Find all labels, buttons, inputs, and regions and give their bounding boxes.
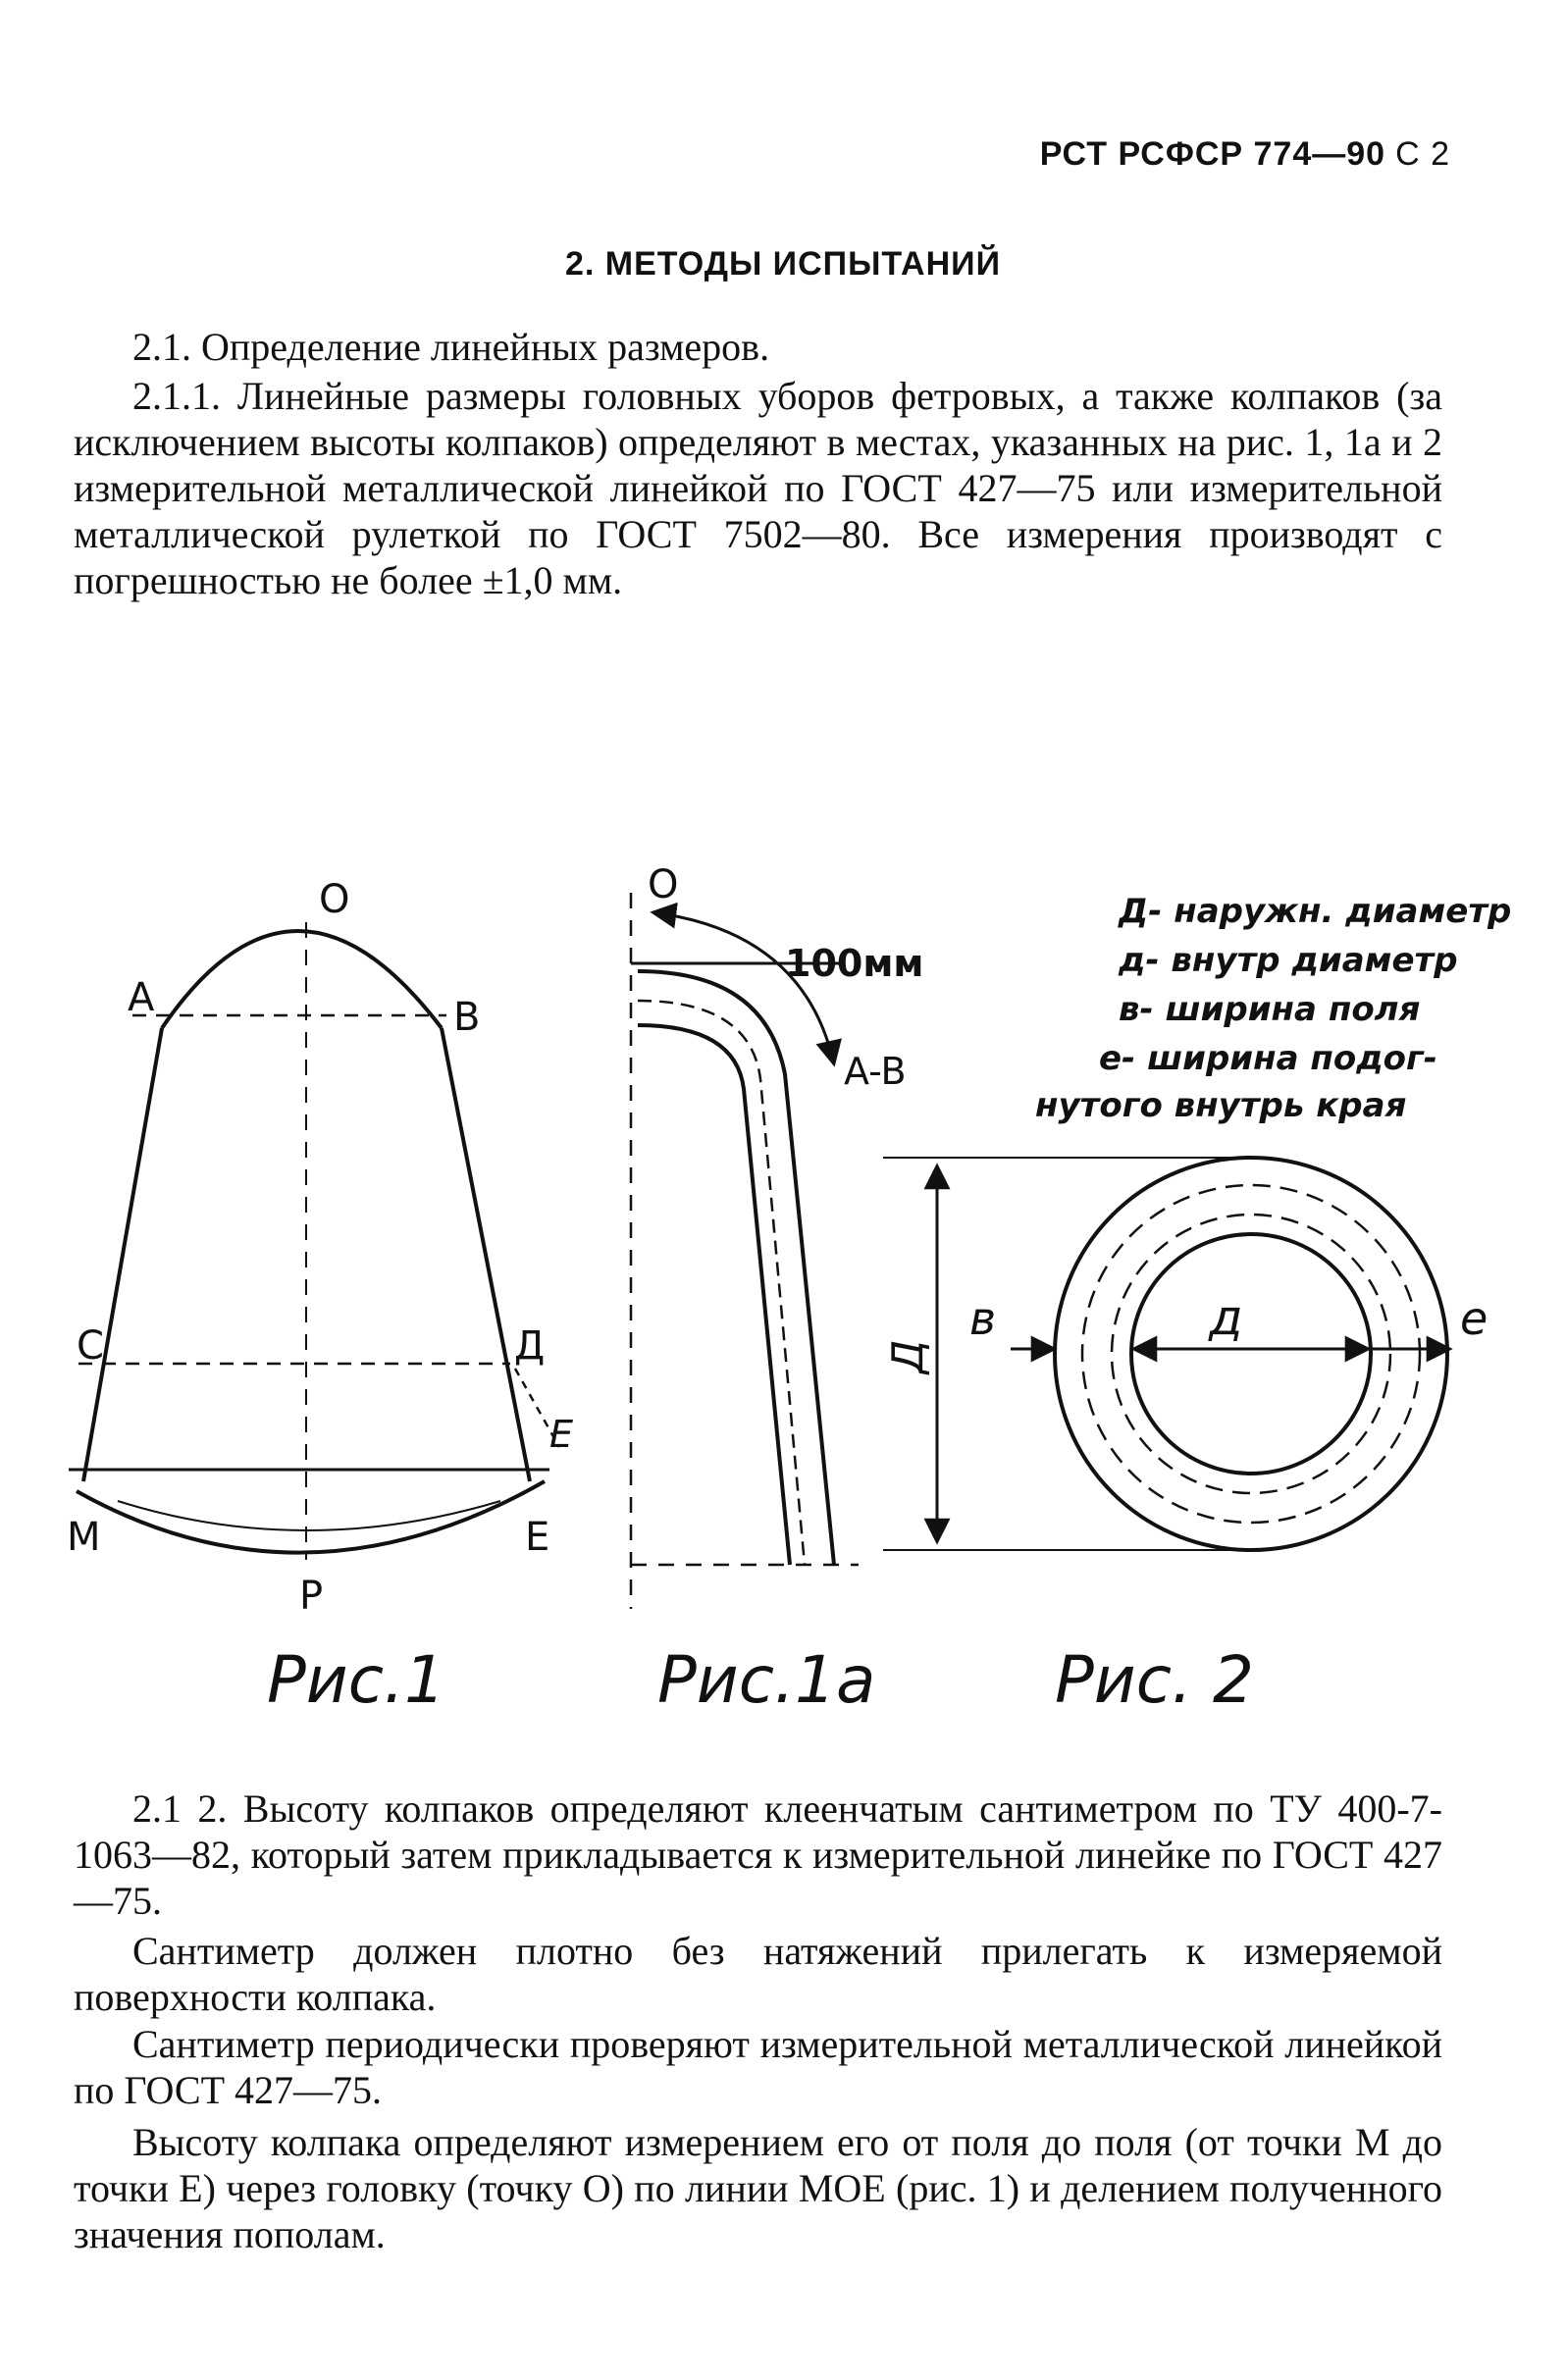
fig2-legend-line: Д- наружн. диаметр: [1119, 892, 1512, 931]
fig2-legend-line: д- внутр диаметр: [1119, 941, 1458, 980]
figures-area: [0, 854, 1566, 1736]
paragraph-2-1: 2.1. Определение линейных размеров.: [132, 325, 770, 369]
fig2-legend: [1035, 892, 1511, 1125]
fig2-caption: Рис. 2: [1055, 1642, 1254, 1718]
fig1a-caption: Рис.1а: [657, 1642, 876, 1718]
fig1-label-P: P: [299, 1574, 324, 1619]
fig2-inner-circle: [1131, 1234, 1371, 1474]
fig1-label-E: E: [525, 1515, 550, 1560]
fig2-legend-line: е- ширина подог-: [1099, 1039, 1437, 1078]
fig1a-inner-edge: [638, 1025, 790, 1565]
fig1a-measure-arc: [652, 912, 834, 1064]
fig2-label-d: д: [1209, 1289, 1243, 1346]
fig1-label-B: B: [453, 995, 481, 1040]
page-header: [1040, 135, 1450, 174]
fig1a-label-AB: A-B: [844, 1050, 907, 1093]
fig2-dash-inner: [1112, 1215, 1390, 1493]
figure-2-rings: [883, 1158, 1450, 1550]
fig1-right-side: [442, 1028, 530, 1481]
fig1-label-M: M: [67, 1515, 101, 1560]
fig1-crown-arc: [162, 931, 442, 1028]
fig1-label-O: O: [319, 877, 350, 922]
paragraph-2-1-1: 2.1.1. Линейные размеры головных уборов фетровых, а также колпаков (за исключением высоты колпаков) определяют в местах, указанных на рис. 1, 1а и 2 измерительной металлической линейкой по ГОСТ 427—75 или измерительной металлической рулеткой по ГОСТ 7502—80. Все измерения производят с погрешностью не более ±1,0 мм.: [74, 374, 1442, 602]
fig2-legend-line: нутого внутрь края: [1035, 1086, 1407, 1125]
figures-svg: [0, 854, 1566, 1736]
fig2-legend-line: в- ширина поля: [1119, 990, 1421, 1029]
paragraph-2-1-2-b: Сантиметр должен плотно без натяжений прилегать к измеряемой поверхности колпака.: [74, 1929, 1442, 2019]
fig2-label-D: Д: [883, 1339, 933, 1373]
fig1-label-A: A: [128, 975, 155, 1020]
fig1a-label-O: O: [648, 862, 679, 907]
document-code: РСТ РСФСР 774—90: [1039, 135, 1386, 173]
fig1-label-D: Д: [514, 1323, 546, 1369]
fig1-brim-curve: [77, 1481, 545, 1553]
fig1a-label-length: 100мм: [785, 942, 924, 985]
paragraph-2-1-2-c: Сантиметр периодически проверяют измерительной металлической линейкой по ГОСТ 427—75.: [74, 2022, 1442, 2112]
fig1-label-C: C: [77, 1323, 104, 1369]
fig1-label-E-upper: E: [549, 1413, 574, 1456]
fig1-left-side: [83, 1028, 162, 1481]
paragraph-2-1-2: 2.1 2. Высоту колпаков определяют клеенчатым сантиметром по ТУ 400-7-1063—82, который затем прикладывается к измерительной линейке по ГОСТ 427—75.: [74, 1786, 1442, 1923]
figure-1a-profile: [631, 893, 859, 1609]
fig2-outer-circle: [1055, 1158, 1447, 1550]
fig2-label-b: в: [969, 1292, 997, 1345]
fig1-caption: Рис.1: [267, 1642, 445, 1718]
fig2-label-e: е: [1460, 1292, 1488, 1345]
section-title: 2. МЕТОДЫ ИСПЫТАНИЙ: [565, 245, 1001, 283]
page-number: С 2: [1395, 135, 1450, 173]
paragraph-2-1-2-d: Высоту колпака определяют измерением его от поля до поля (от точки М до точки Е) через головку (точку О) по линии МОЕ (рис. 1) и делением полученного значения пополам.: [74, 2120, 1442, 2256]
fig1a-dash-edge: [638, 1001, 805, 1565]
